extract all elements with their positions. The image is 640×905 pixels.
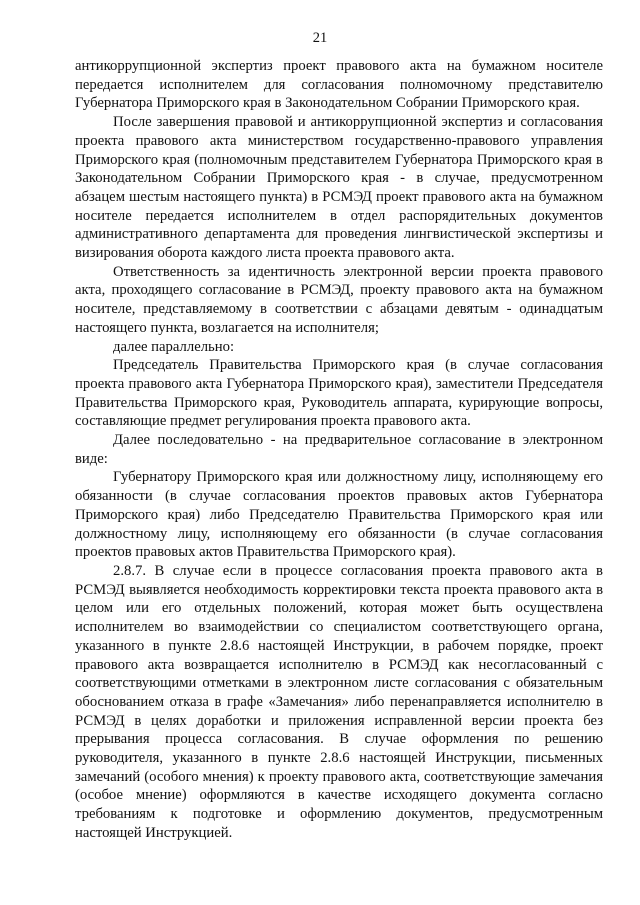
paragraph: далее параллельно: bbox=[113, 338, 235, 355]
paragraph: Далее последовательно - на предварительное согласование в электронном виде: bbox=[75, 432, 603, 467]
paragraph-section-2-8-7: 2.8.7. В случае если в процессе согласования проекта правового акта в РСМЭД выявляется необходимость корректировки текста проекта правового акта в целом или его отдельных положений, которая может быть осуществлена исполнителем во взаимодействии со специалистом соответствующего органа, указанного в пункте 2.8.6 настоящей Инструкции, в рабочем порядке, проект правового акта возвращается исполнителю в РСМЭД как несогласованный с соответствующими отметками в электронном листе согласования с обязательным обоснованием отказа в графе «Замечания» либо перенаправляется исполнителю в РСМЭД в целях доработки и приложения исправленной версии проекта без прерывания процесса согласования. В случае оформления по решению руководителя, указанного в пункте 2.8.6 настоящей Инструкции, письменных замечаний (особого мнения) к проекту правового акта, соответствующие замечания (особое мнение) оформляются в качестве исходящего документа согласно требованиям к подготовке и оформлению документов, предусмотренным настоящей Инструкцией. bbox=[75, 562, 603, 841]
document-body bbox=[75, 57, 603, 843]
page-number: 21 bbox=[312, 30, 328, 46]
paragraph-continuation: антикоррупционной экспертиз проект правового акта на бумажном носителе передается исполнителем для согласования полномочному представителю Губернатора Приморского края в Законодательном Собрании Приморского края. bbox=[75, 58, 603, 112]
paragraph: Ответственность за идентичность электронной версии проекта правового акта, проходящего согласование в РСМЭД, проекту правового акта на бумажном носителе, представляемому в соответствии с абзацами девятым - одинадцатым настоящего пункта, возлагается на исполнителя; bbox=[75, 263, 603, 336]
paragraph: Председатель Правительства Приморского края (в случае согласования проекта правового акта Губернатора Приморского края), заместители Председателя Правительства Приморского края, Руководитель аппарата, курирующие вопросы, составляющие предмет регулирования проекта правового акта. bbox=[75, 357, 603, 430]
paragraph: После завершения правовой и антикоррупционной экспертиз и согласования проекта правового акта министерством государственно-правового управления Приморского края (полномочным представителем Губернатора Приморского края в Законодательном Собрании Приморского края - в случае, предусмотренном абзацем шестым настоящего пункта) в РСМЭД проект правового акта на бумажном носителе передается исполнителем в отдел распорядительных документов административного департамента для проведения лингвистической экспертизы и визирования оборота каждого листа проекта правового акта. bbox=[75, 114, 603, 262]
paragraph: Губернатору Приморского края или должностному лицу, исполняющему его обязанности (в случае согласования проектов правовых актов Губернатора Приморского края) либо Председателю Правительства Приморского края или должностному лицу, исполняющему его обязанности (в случае согласования проектов правовых актов Правительства Приморского края). bbox=[75, 469, 603, 561]
